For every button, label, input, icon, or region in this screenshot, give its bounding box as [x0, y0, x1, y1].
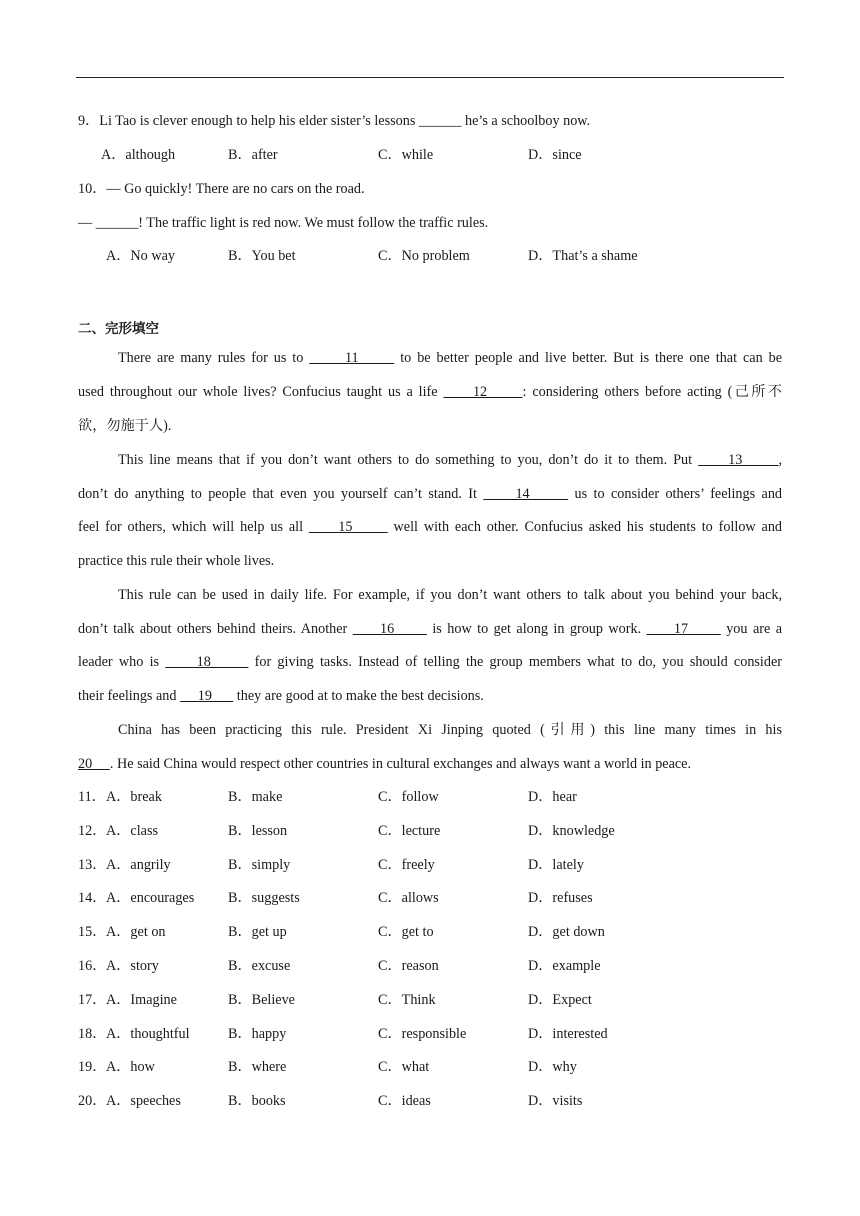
header-rule	[76, 77, 784, 78]
section-title: 二、完形填空	[78, 321, 159, 337]
blank-17: 17	[646, 621, 721, 637]
question-number: 14．	[78, 890, 107, 907]
blank-15: 15	[308, 519, 388, 535]
passage-p1-line2: used throughout our whole lives? Confucius taught us a life 12 : considering others before acting (己所不	[78, 384, 782, 400]
blank-16: 16	[352, 621, 427, 637]
answer-option-b: B．simply	[228, 856, 291, 873]
question-number: 12．	[78, 822, 107, 839]
question-number: 16．	[78, 958, 107, 974]
blank-13: 13	[698, 452, 779, 468]
answer-option-a: A．get on	[106, 924, 166, 941]
answer-option-c: C．responsible	[378, 1025, 467, 1042]
answer-option-c: C．reason	[378, 958, 439, 974]
answer-option-b: B．Believe	[228, 991, 295, 1008]
passage-p3-line3: leader who is 18 for giving tasks. Instead of telling the group members what to do, you should consider	[78, 654, 782, 670]
passage-p2-line4: practice this rule their whole lives.	[78, 553, 275, 569]
answer-option-d: D．example	[528, 958, 601, 974]
q10-option-c: C．No problem	[378, 248, 470, 264]
answer-option-a: A．break	[106, 789, 162, 805]
question-number: 15．	[78, 924, 107, 941]
q9-option-a: A．although	[101, 147, 176, 163]
blank-19: 19	[180, 688, 234, 704]
question-number: 20．	[78, 1093, 107, 1110]
answer-option-d: D．knowledge	[528, 822, 615, 839]
passage-p4-line1: China has been practicing this rule. President Xi Jinping quoted (引用) this line many times in his	[118, 722, 782, 738]
question-number: 17．	[78, 991, 107, 1008]
answer-option-b: B．suggests	[228, 890, 300, 907]
q9-option-d: D．since	[528, 147, 582, 163]
answer-option-b: B．lesson	[228, 822, 288, 839]
answer-option-c: C．follow	[378, 789, 439, 805]
passage-p3-line4: their feelings and 19 they are good at to make the best decisions.	[78, 688, 484, 704]
answer-option-d: D．interested	[528, 1025, 608, 1042]
answer-option-c: C．allows	[378, 890, 439, 907]
passage-p1-line3: 欲，勿施于人).	[78, 418, 172, 434]
answer-option-d: D．hear	[528, 789, 577, 805]
q10-option-b: B．You bet	[228, 248, 296, 264]
q10-stem: 10．— Go quickly! There are no cars on the road.	[78, 181, 365, 197]
question-number: 13．	[78, 856, 107, 873]
answer-option-d: D．visits	[528, 1093, 583, 1110]
answer-option-d: D．get down	[528, 924, 605, 941]
answer-option-d: D．refuses	[528, 890, 593, 907]
answer-option-a: A．angrily	[106, 856, 171, 873]
answer-option-b: B．excuse	[228, 958, 291, 974]
blank-12: 12	[443, 384, 523, 400]
answer-option-b: B．happy	[228, 1025, 287, 1042]
question-number: 11．	[78, 789, 106, 805]
answer-option-a: A．Imagine	[106, 991, 177, 1008]
passage-p4-line2: 20 . He said China would respect other countries in cultural exchanges and always want a world in peace.	[78, 756, 692, 772]
answer-option-a: A．thoughtful	[106, 1025, 190, 1042]
q10-option-d: D．That’s a shame	[528, 248, 638, 264]
answer-option-c: C．get to	[378, 924, 434, 941]
answer-option-b: B．books	[228, 1093, 286, 1110]
passage-p2-line2: don’t do anything to people that even you yourself can’t stand. It 14 us to consider others’ feelings and	[78, 486, 783, 502]
answer-option-a: A．story	[106, 958, 159, 974]
q10-reply: — ______! The traffic light is red now. We must follow the traffic rules.	[78, 215, 489, 231]
answer-option-d: D．why	[528, 1059, 577, 1076]
question-number: 18．	[78, 1025, 107, 1042]
answer-option-b: B．where	[228, 1059, 287, 1076]
answer-option-d: D．Expect	[528, 991, 592, 1008]
blank-18: 18	[165, 654, 249, 670]
passage-p2-line3: feel for others, which will help us all 15 well with each other. Confucius asked his students to follow and	[78, 519, 783, 535]
answer-option-a: A．encourages	[106, 890, 195, 907]
answer-option-c: C．Think	[378, 991, 436, 1008]
answer-option-c: C．ideas	[378, 1093, 431, 1110]
q9-option-b: B．after	[228, 147, 278, 163]
answer-option-a: A．how	[106, 1059, 155, 1076]
answer-option-c: C．lecture	[378, 822, 441, 839]
passage-p2-line1: This line means that if you don’t want others to do something to you, don’t do it to them. Put 13 ,	[118, 452, 782, 468]
passage-p3-line2: don’t talk about others behind theirs. Another 16 is how to get along in group work. 17 you are a	[78, 621, 783, 637]
answer-option-c: C．freely	[378, 856, 435, 873]
question-number: 19．	[78, 1059, 107, 1076]
passage-p1-line1: There are many rules for us to 11 to be better people and live better. But is there one that can be	[118, 350, 782, 366]
answer-option-a: A．speeches	[106, 1093, 181, 1110]
blank-11: 11	[309, 350, 395, 366]
blank-20: 20	[78, 756, 110, 772]
q10-option-a: A．No way	[106, 248, 175, 264]
answer-option-a: A．class	[106, 822, 159, 839]
answer-option-c: C．what	[378, 1059, 430, 1076]
answer-option-b: B．get up	[228, 924, 287, 941]
q9-stem: 9．Li Tao is clever enough to help his elder sister’s lessons ______ he’s a schoolboy now.	[78, 113, 591, 129]
answer-option-b: B．make	[228, 789, 283, 805]
passage-p3-line1: This rule can be used in daily life. For example, if you don’t want others to talk about you behind your back,	[118, 587, 782, 603]
q9-option-c: C．while	[378, 147, 434, 163]
answer-option-d: D．lately	[528, 856, 584, 873]
blank-14: 14	[483, 486, 569, 502]
